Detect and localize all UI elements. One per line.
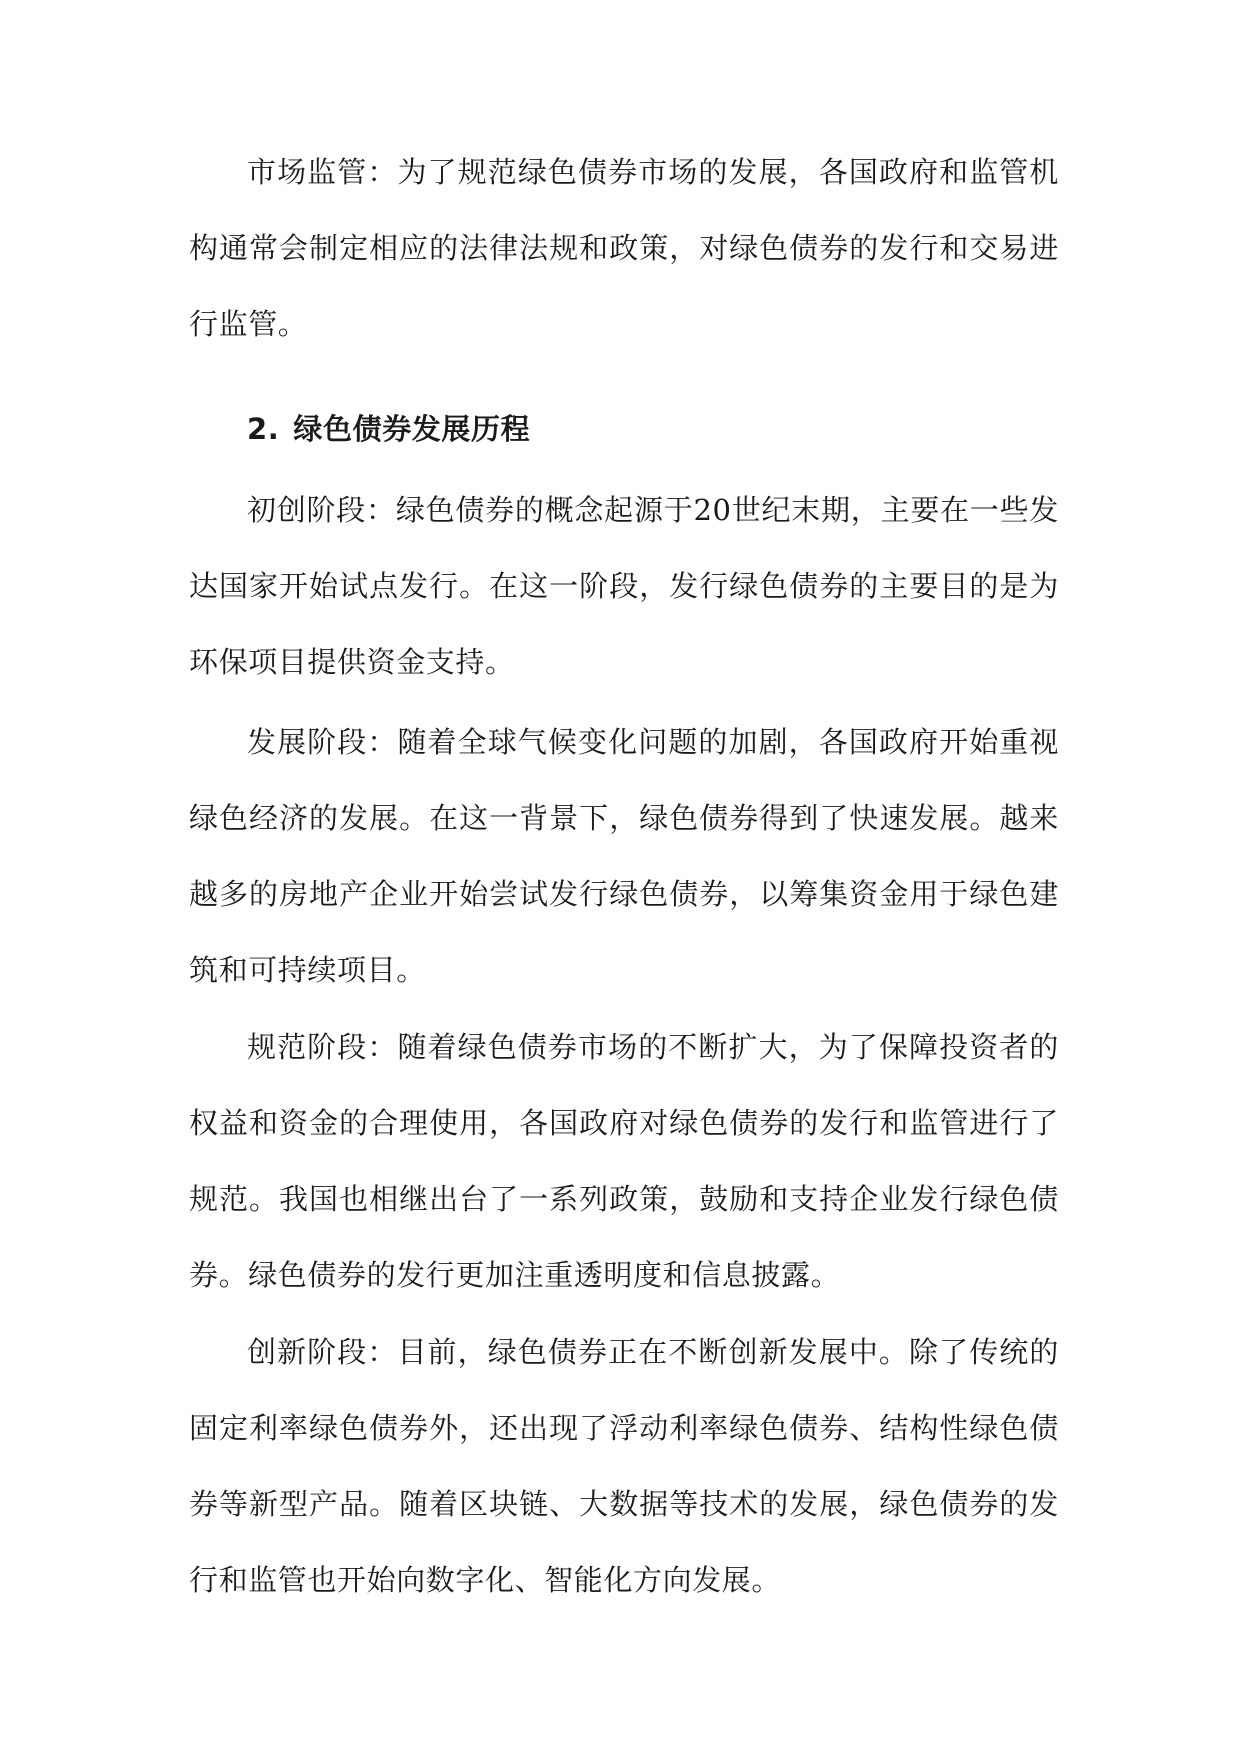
paragraph-initial-stage: 初创阶段：绿色债券的概念起源于20世纪末期，主要在一些发达国家开始试点发行。在这一阶段，发行绿色债券的主要目的是为环保项目提供资金支持。 [189,493,1059,679]
section-number: 2. [247,412,280,446]
paragraph-innovation-stage: 创新阶段：目前，绿色债券正在不断创新发展中。除了传统的固定利率绿色债券外，还出现了浮动利率绿色债券、结构性绿色债券等新型产品。随着区块链、大数据等技术的发展，绿色债券的发行和监管也开始向数字化、智能化方向发展。 [189,1335,1059,1597]
paragraph-development-stage: 发展阶段：随着全球气候变化问题的加剧，各国政府开始重视绿色经济的发展。在这一背景下，绿色债券得到了快速发展。越来越多的房地产企业开始尝试发行绿色债券，以筹集资金用于绿色建筑和可持续项目。 [189,725,1059,987]
section-title: 绿色债券发展历程 [293,412,531,446]
paragraph-market-regulation: 市场监管：为了规范绿色债券市场的发展，各国政府和监管机构通常会制定相应的法律法规和政策，对绿色债券的发行和交易进行监管。 [189,155,1059,341]
section-heading [247,409,1047,449]
paragraph-standardization-stage: 规范阶段：随着绿色债券市场的不断扩大，为了保障投资者的权益和资金的合理使用，各国政府对绿色债券的发行和监管进行了规范。我国也相继出台了一系列政策，鼓励和支持企业发行绿色债券。绿色债券的发行更加注重透明度和信息披露。 [189,1030,1059,1292]
